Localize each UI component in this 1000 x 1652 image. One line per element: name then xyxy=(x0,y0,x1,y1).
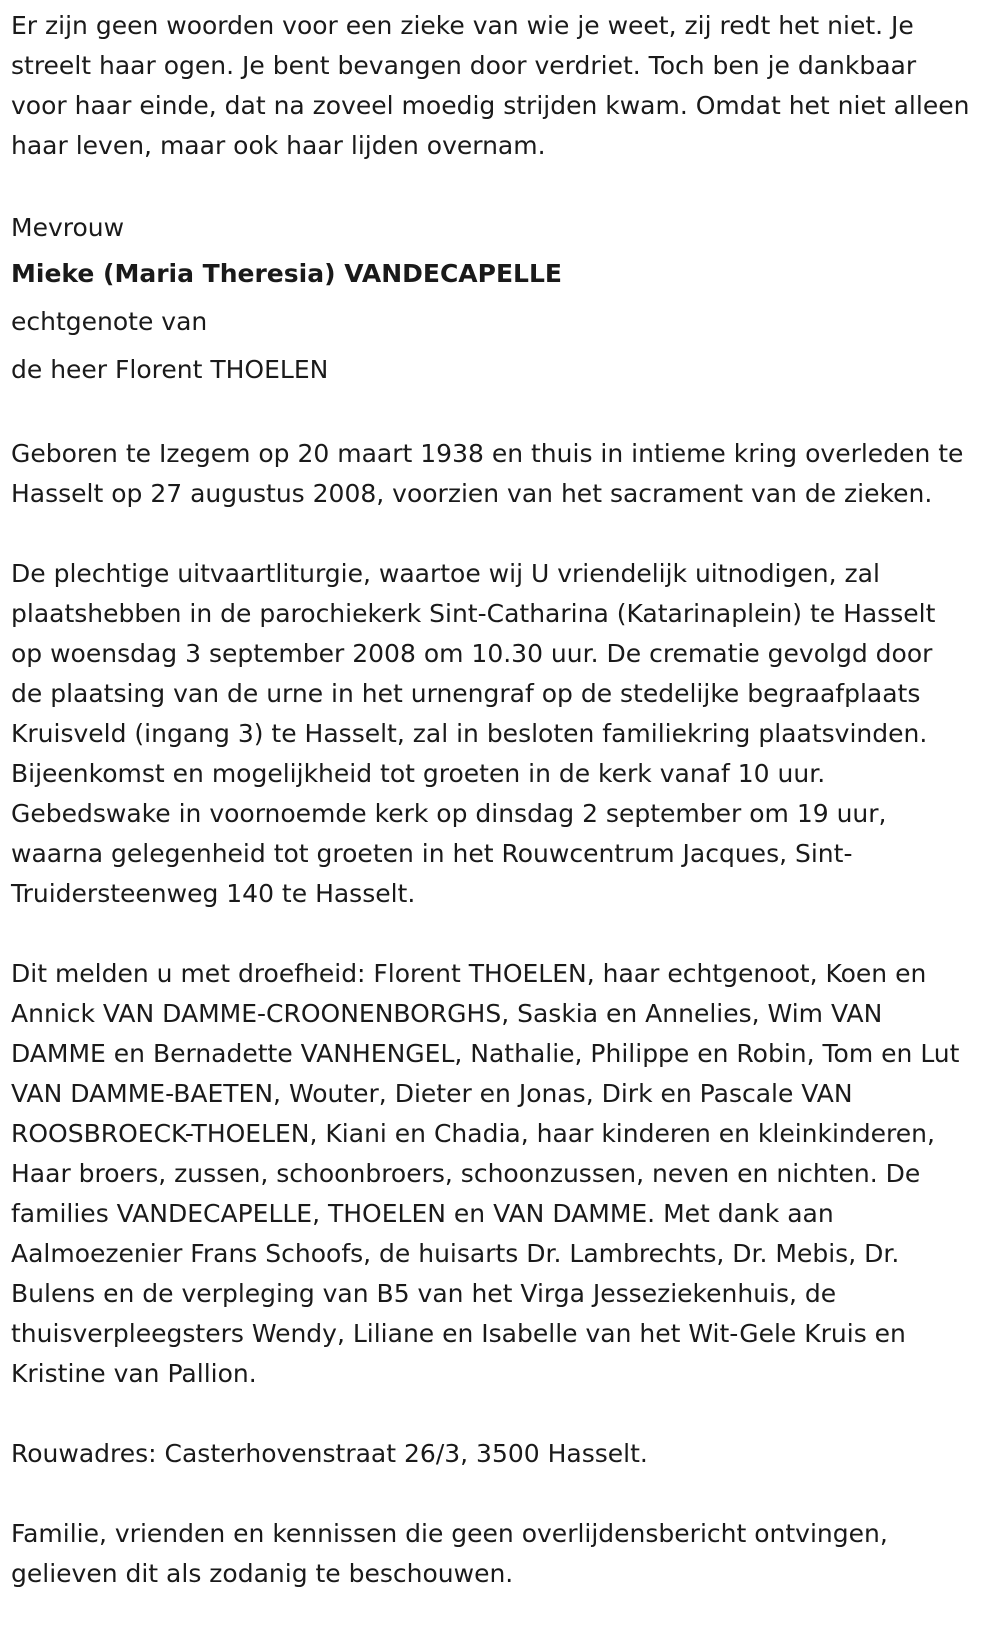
closing-paragraph: Familie, vrienden en kennissen die geen overlijdensbericht ontvingen, gelieven dit als zodanig te beschouwen. xyxy=(11,1519,888,1588)
spacer xyxy=(11,166,970,206)
mourning-address: Rouwadres: Casterhovenstraat 26/3, 3500 Hasselt. xyxy=(11,1439,648,1468)
spacer xyxy=(11,914,970,954)
announcement-paragraph: Dit melden u met droefheid: Florent THOELEN, haar echtgenoot, Koen en Annick VAN DAMME-CROONENBORGHS, Saskia en Annelies, Wim VAN DAMME en Bernadette VANHENGEL, Nathalie, Philippe en Robin, Tom en Lut VAN DAMME-BAETEN, Wouter, Dieter en Jonas, Dirk en Pascale VAN ROOSBROECK-THOELEN, Kiani en Chadia, haar kinderen en kleinkinderen, Haar broers, zussen, schoonbroers, schoonzussen, neven en nichten. De families VANDECAPELLE, THOELEN en VAN DAMME. Met dank aan Aalmoezenier Frans Schoofs, de huisarts Dr. Lambrechts, Dr. Mebis, Dr. Bulens en de verpleging van B5 van het Virga Jesseziekenhuis, de thuisverpleegsters Wendy, Liliane en Isabelle van het Wit-Gele Kruis en Kristine van Pallion. xyxy=(11,959,960,1388)
spacer xyxy=(11,1474,970,1514)
spacer xyxy=(11,1394,970,1434)
intro-paragraph: Er zijn geen woorden voor een zieke van wie je weet, zij redt het niet. Je streelt haar ogen. Je bent bevangen door verdriet. Toch ben je dankbaar voor haar einde, dat na zoveel moedig strijden kwam. Omdat het niet alleen haar leven, maar ook haar lijden overnam. xyxy=(11,11,970,160)
deceased-name: Mieke (Maria Theresia) VANDECAPELLE xyxy=(11,259,562,288)
spacer xyxy=(11,394,970,434)
honorific: Mevrouw xyxy=(11,213,125,242)
spacer xyxy=(11,514,970,554)
birth-death-paragraph: Geboren te Izegem op 20 maart 1938 en thuis in intieme kring overleden te Hasselt op 27 augustus 2008, voorzien van het sacrament van de zieken. xyxy=(11,439,964,508)
ceremony-paragraph: De plechtige uitvaartliturgie, waartoe wij U vriendelijk uitnodigen, zal plaatshebben in de parochiekerk Sint-Catharina (Katarinaplein) te Hasselt op woensdag 3 september 2008 om 10.30 uur. De crematie gevolgd door de plaatsing van de urne in het urnengraf op de stedelijke begraafplaats Kruisveld (ingang 3) te Hasselt, zal in besloten familiekring plaatsvinden. Bijeenkomst en mogelijkheid tot groeten in de kerk vanaf 10 uur. Gebedswake in voornoemde kerk op dinsdag 2 september om 19 uur, waarna gelegenheid tot groeten in het Rouwcentrum Jacques, Sint-Truidersteenweg 140 te Hasselt. xyxy=(11,559,936,908)
obituary-document xyxy=(0,6,1000,1652)
relation-label: echtgenote van xyxy=(11,307,208,336)
spouse-name: de heer Florent THOELEN xyxy=(11,355,329,384)
